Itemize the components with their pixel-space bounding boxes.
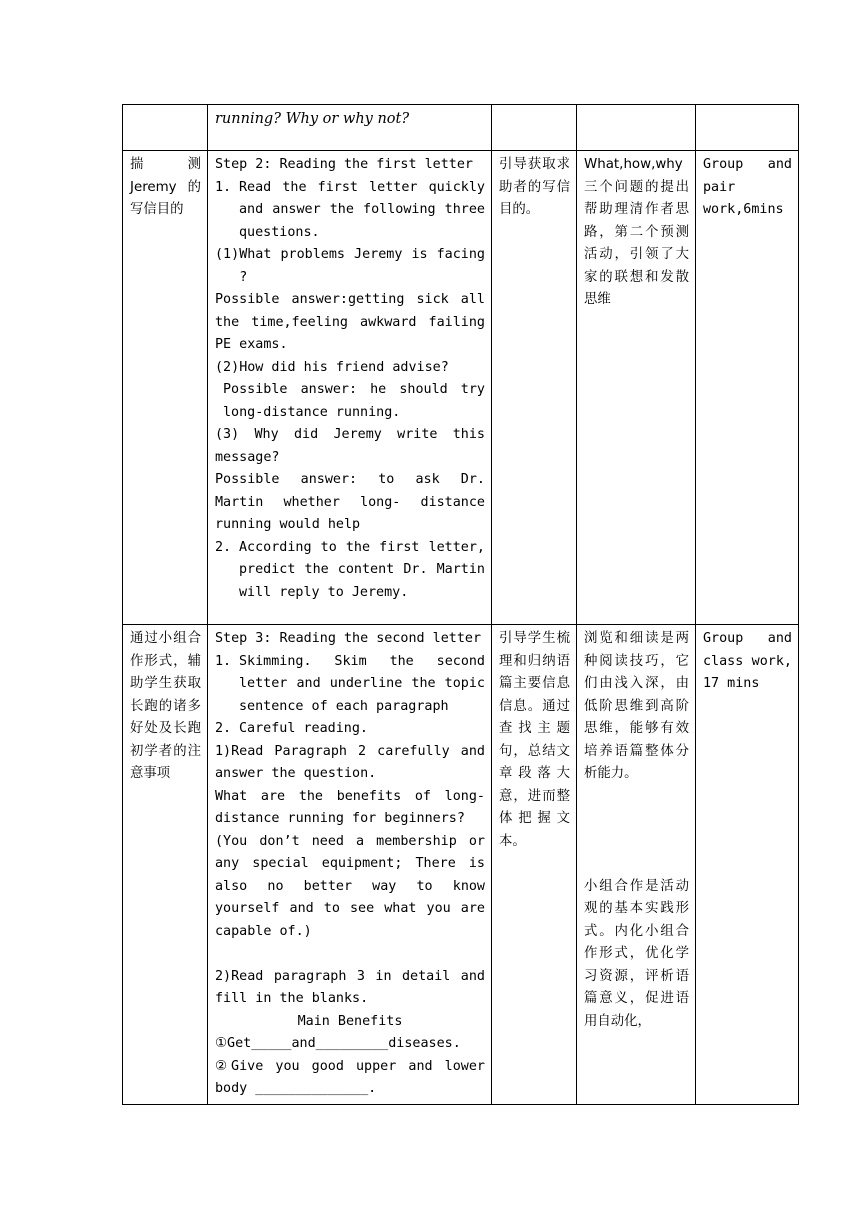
table-row [123,625,799,1105]
table-row [123,151,799,625]
fill-blank-item: ①Get_____and_________diseases. [215,1036,461,1051]
question-text: (3) Why did Jeremy write this message? [215,427,485,465]
cell-design [577,625,696,1105]
task-text: Skimming. Skim the second letter and underline the topic sentence of each paragraph [239,653,485,714]
answer-text: (You don’t need a membership or any special equipment; There is also no better way to know yourself and to see what you are capable of.) [215,833,485,939]
design-text: What,how,why三个问题的提出帮助理清作者思路，第二个预测活动，引领了大家的联想和发散思维 [584,157,689,307]
task-number: 2. [215,721,232,736]
step-title: Step 2: Reading the first letter [215,157,473,172]
design-text: 小组合作是活动观的基本实践形式。内化小组合作形式，优化学习资源，评析语篇意义，促进语用自动化， [584,878,689,1029]
task-text: Careful reading. [239,721,368,736]
question-number: (1) [215,247,240,262]
cell-activity [208,625,492,1105]
fill-blank-item: ②Give you good upper and lower body ______________. [215,1058,485,1096]
question-item [215,244,485,289]
instruction-text: 1)Read Paragraph 2 carefully and answer the question. [215,743,485,781]
blank-line [215,943,485,966]
question-text: What problems Jeremy is facing ? [239,247,485,285]
cell-design [577,105,696,151]
question-text: How did his friend advise? [239,359,449,375]
lesson-plan-table [122,104,799,1105]
question-item [215,357,485,380]
answer-text: Possible answer:getting sick all the time,feeling awkward failing PE exams. [215,292,485,352]
cell-activity [208,151,492,625]
cell-objective [123,625,208,1105]
blank-gap [584,786,689,876]
task-number: 1. [215,653,232,669]
cell-design [577,151,696,625]
intent-text: 引导学生梳理和归纳语篇主要信息信息。通过查找主题句，总结文章段落大意，进而整体把握文本。 [499,631,570,849]
cell-objective [123,105,208,151]
design-text: 浏览和细读是两种阅读技巧，它们由浅入深，由低阶思维到高阶思维，能够有效培养语篇整体分析能力。 [584,631,689,781]
question-text: What are the benefits of long-distance running for beginners? [215,788,485,826]
table-row [123,105,799,151]
cell-objective [123,151,208,625]
cell-form [696,151,799,625]
question-number: (2) [215,359,240,375]
activity-text: running? Why or why not? [215,111,410,127]
task-item [215,718,485,741]
answer-text: Possible answer: to ask Dr. Martin whether long- distance running would help [215,472,485,532]
cell-intent [492,625,577,1105]
task-number: 2. [215,539,232,555]
task-text: According to the first letter, predict the content Dr. Martin will reply to Jeremy. [239,539,485,600]
cell-intent [492,151,577,625]
task-text: Read the first letter quickly and answer the following three questions. [239,179,485,240]
task-item [215,537,485,605]
objective-text: 通过小组合作形式，辅助学生获取长跑的诸多好处及长跑初学者的注意事项 [130,631,201,781]
cell-activity [208,105,492,151]
task-number: 1. [215,179,232,195]
subheading: Main Benefits [297,1013,403,1029]
answer-text: Possible answer: he should try long-distance running. [223,382,485,420]
task-item [215,651,485,719]
instruction-text: 2)Read paragraph 3 in detail and fill in the blanks. [215,968,485,1006]
form-text: Group and pair work,6mins [703,157,792,217]
form-text: Group and class work, 17 mins [703,631,792,691]
task-item [215,177,485,245]
objective-text: 揣测Jeremy的写信目的 [130,157,201,217]
cell-form [696,625,799,1105]
cell-form [696,105,799,151]
step-title: Step 3: Reading the second letter [215,631,482,646]
cell-intent [492,105,577,151]
intent-text: 引导获取求助者的写信目的。 [499,157,570,217]
